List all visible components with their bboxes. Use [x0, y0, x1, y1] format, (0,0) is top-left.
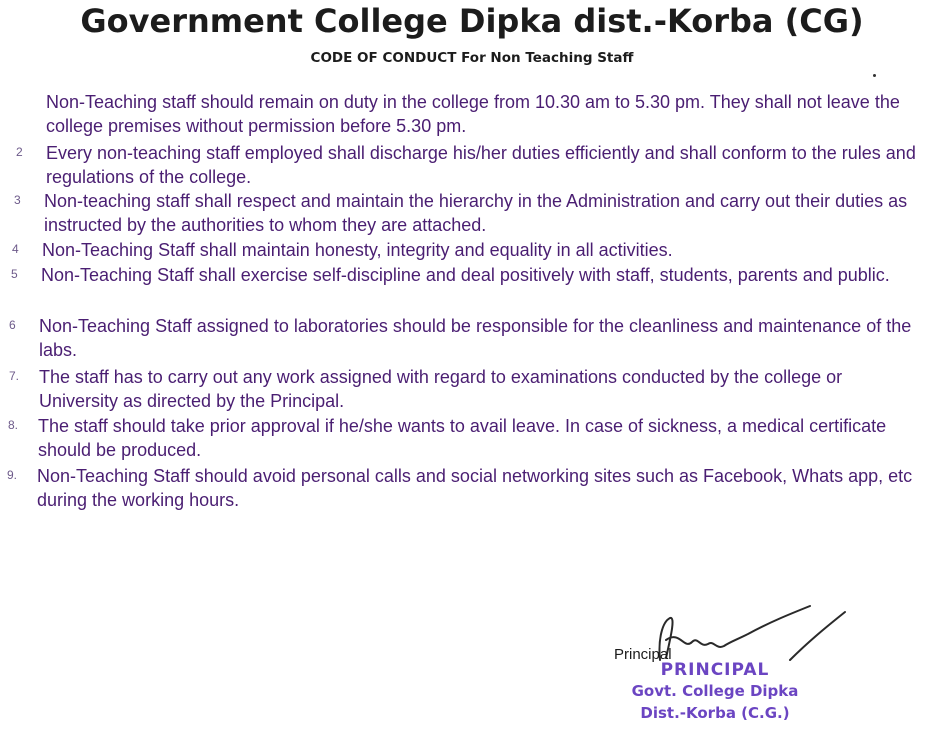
list-item-text: Non-Teaching staff should remain on duty in the college from 10.30 am to 5.30 pm. They shall not leave the college premises without permission before 5.30 pm.	[46, 92, 900, 136]
list-item-number: 6	[9, 318, 16, 332]
stamp-line-2: Govt. College Dipka	[631, 682, 799, 700]
list-item-number: 2	[16, 145, 23, 159]
list-item-text: Non-teaching staff shall respect and maintain the hierarchy in the Administration and carry out their duties as instructed by the authorities to whom they are attached.	[44, 191, 908, 235]
list-item-number: 7.	[9, 369, 20, 383]
list-item-number: 3	[14, 193, 21, 207]
list-item-number: 4	[12, 242, 19, 256]
list-item-text: Non-Teaching Staff assigned to laboratories should be responsible for the cleanliness and maintenance of the labs.	[39, 316, 912, 360]
page-title: Government College Dipka dist.-Korba (CG)	[80, 2, 864, 40]
stamp-line-1: PRINCIPAL	[660, 660, 770, 680]
page-subtitle: CODE OF CONDUCT For Non Teaching Staff	[310, 50, 634, 66]
list-item-text: The staff should take prior approval if he/she wants to avail leave. In case of sickness, a medical certificate should be produced.	[38, 416, 887, 460]
principal-stamp	[600, 660, 830, 724]
list-item-text: Non-Teaching Staff shall exercise self-discipline and deal positively with staff, students, parents and public.	[41, 265, 890, 285]
stray-mark	[873, 74, 876, 77]
list-item-number: 5	[11, 267, 18, 281]
list-item-text: Every non-teaching staff employed shall discharge his/her duties efficiently and shall conform to the rules and regulations of the college.	[46, 143, 916, 187]
list-item-text: Non-Teaching Staff should avoid personal calls and social networking sites such as Facebook, Whats app, etc during the working hours.	[37, 466, 913, 510]
list-item-text: The staff has to carry out any work assigned with regard to examinations conducted by the college or University as directed by the Principal.	[39, 367, 843, 411]
list-item-number: 9.	[7, 468, 18, 482]
stamp-line-3: Dist.-Korba (C.G.)	[640, 704, 790, 722]
principal-label: Principal	[614, 646, 672, 663]
list-item-text: Non-Teaching Staff shall maintain honesty, integrity and equality in all activities.	[42, 240, 673, 260]
list-item-number: 8.	[8, 418, 19, 432]
